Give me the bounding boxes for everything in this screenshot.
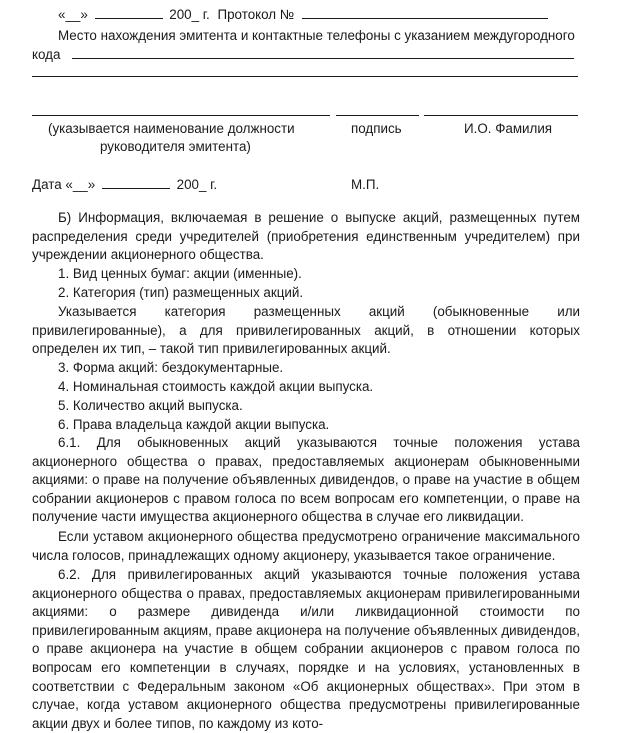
- protocol-date-open: «__»: [58, 7, 88, 22]
- date-line: [32, 176, 217, 193]
- location-label: Место нахождения эмитента и контактные телефоны с указанием междугородного: [58, 28, 575, 43]
- position-label-2: руководителя эмитента): [100, 139, 251, 154]
- protocol-line: [58, 6, 548, 23]
- position-label-1: (указывается наименование должности: [48, 121, 295, 136]
- date-month-blank: [102, 176, 170, 189]
- code-line: [32, 46, 574, 63]
- date-label: Дата «__»: [32, 177, 96, 192]
- date-year: 200_ г.: [176, 177, 218, 192]
- stamp-label: М.П.: [351, 177, 380, 192]
- name-label: И.О. Фамилия: [464, 121, 553, 136]
- name-rule: [424, 115, 578, 116]
- protocol-date-month-blank: [95, 6, 163, 19]
- item-4: 4. Номинальная стоимость каждой акции выпуска.: [58, 379, 374, 394]
- item-6-1: 6.1. Для обыкновенных акций указываются точные положения устава акционерного общества о правах, предоставляемых акционерам обыкновенными акциями: о праве на получение объявленных дивидендов, о праве на участие в общем собрании акционеров с правом голоса по всем вопросам его компетенции, о праве на получение части имущества акционерного общества в случае его ликвидации.: [32, 435, 580, 525]
- item-6-2: 6.2. Для привилегированных акций указываются точные положения устава акционерного общества о правах, предоставляемых акционерам привилегированными акциями: о размере дивиденда и/или ликвидационной стоимости по привилегированным акциям, праве акционера на получение объявленных дивидендов, о праве акционера на участие в общем собрании акционеров с правом голоса по вопросам его компетенции в случаях, порядке и на условиях, установленных в соответствии с Федеральным законом «Об акционерных обществах». При этом в случае, когда уставом акционерного общества предусмотрены привилегированные акции двух и более типов, по каждому из кото-: [32, 567, 580, 731]
- item-5: 5. Количество акций выпуска.: [58, 398, 243, 413]
- protocol-label: Протокол №: [217, 7, 295, 22]
- item-6: 6. Права владельца каждой акции выпуска.: [58, 417, 330, 432]
- item-2-note: Указывается категория размещенных акций (обыкновенные или привилегированные), а для привилегированных акций, в отношении которых определен их тип, – такой тип привилегированных акций.: [32, 304, 580, 357]
- position-rule: [32, 115, 330, 116]
- code-label: кода: [32, 47, 61, 62]
- signature-rule: [336, 115, 419, 116]
- item-6-1-note: Если уставом акционерного общества предусмотрено ограничение максимального числа голосов, принадлежащих одному акционеру, указывается такое ограничение.: [32, 529, 580, 563]
- item-3: 3. Форма акций: бездокументарные.: [58, 360, 284, 375]
- item-1: 1. Вид ценных бумаг: акции (именные).: [58, 266, 302, 281]
- protocol-number-blank: [302, 6, 548, 19]
- code-blank: [72, 46, 574, 59]
- item-2: 2. Категория (тип) размещенных акций.: [58, 285, 304, 300]
- protocol-year: 200_ г.: [169, 7, 210, 22]
- location-rule-2: [32, 76, 578, 77]
- signature-label: подпись: [351, 121, 402, 136]
- section-b-paragraph: Б) Информация, включаемая в решение о выпуске акций, размещенных путем распределения среди учредителей (приобретения единственным учредителем) при учреждении акционерного общества.: [32, 210, 580, 263]
